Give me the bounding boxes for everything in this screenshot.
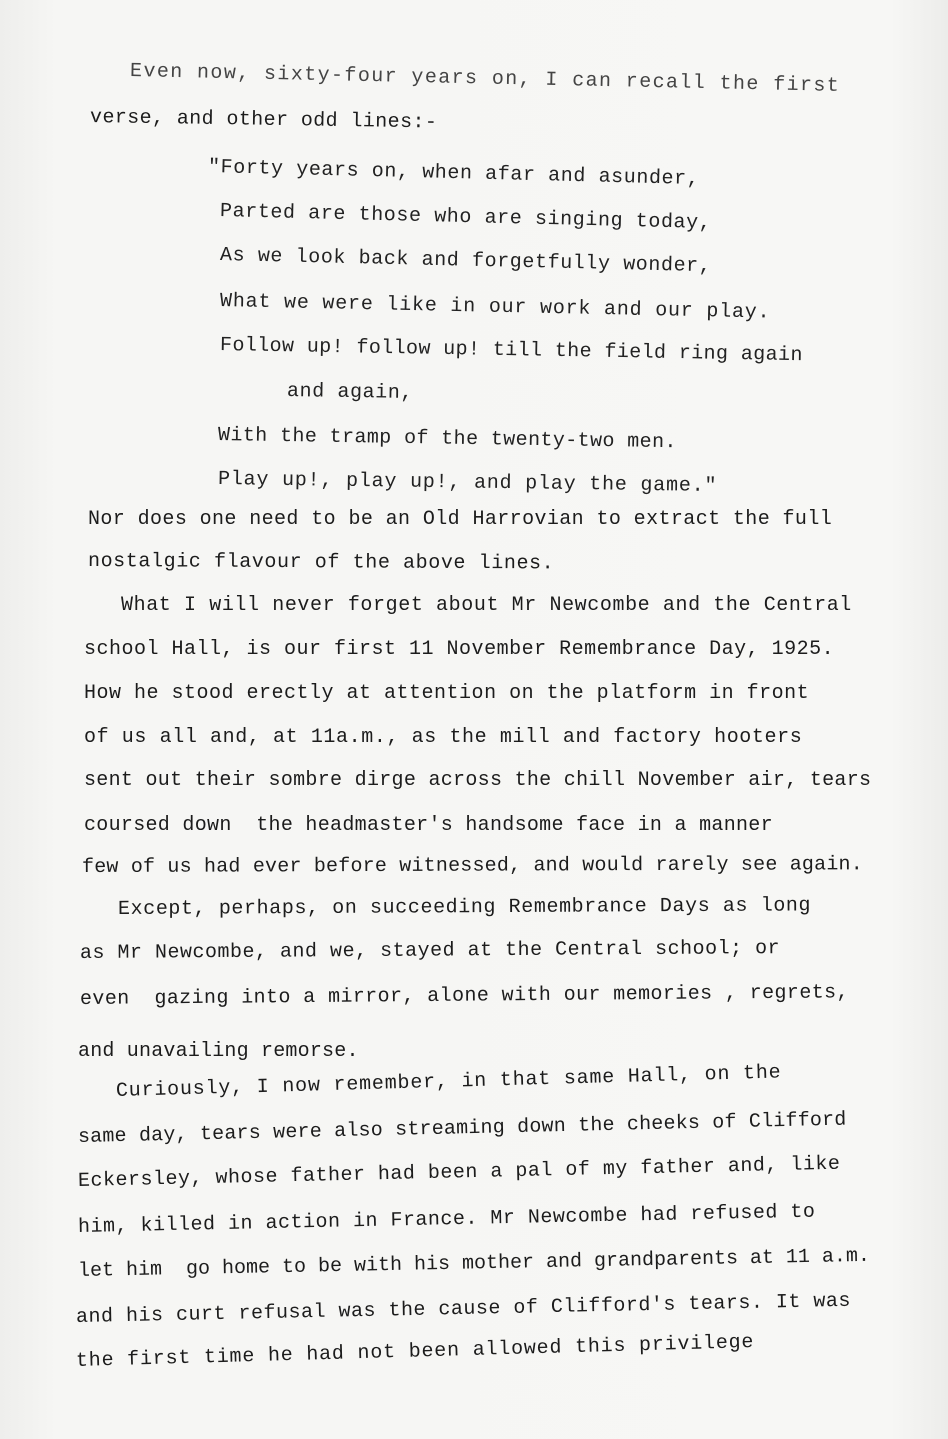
text-line: and his curt refusal was the cause of Clifford's tears. It was [75, 1289, 852, 1329]
text-line: few of us had ever before witnessed, and would rarely see again. [81, 853, 863, 879]
poem-line: Play up!, play up!, and play the game." [217, 468, 718, 498]
text-line: same day, tears were also streaming down the cheeks of Clifford [77, 1108, 847, 1149]
poem-line: What we were like in our work and our play. [219, 290, 771, 325]
poem-line: "Forty years on, when afar and asunder, [207, 156, 700, 192]
text-line: sent out their sombre dirge across the chill November air, tears [84, 769, 872, 792]
text-line: Nor does one need to be an Old Harrovian to extract the full [88, 508, 833, 531]
text-line: coursed down the headmaster's handsome face in a manner [84, 814, 773, 837]
text-line: the first time he had not been allowed this privilege [75, 1331, 755, 1373]
text-line: Even now, sixty-four years on, I can recall the first [129, 60, 841, 98]
text-line: verse, and other odd lines:- [89, 106, 438, 135]
text-line: What I will never forget about Mr Newcombe and the Central [121, 594, 852, 617]
text-line: school Hall, is our first 11 November Remembrance Day, 1925. [84, 638, 835, 661]
poem-line: With the tramp of the twenty-two men. [217, 424, 678, 455]
text-line: let him go home to be with his mother and grandparents at 11 a.m. [77, 1244, 871, 1283]
poem-line: Follow up! follow up! till the field ring again [219, 334, 804, 368]
poem-line: Parted are those who are singing today, [219, 200, 712, 236]
text-line: of us all and, at 11a.m., as the mill and factory hooters [84, 726, 803, 749]
poem-line: As we look back and forgetfully wonder, [219, 244, 712, 279]
text-line: him, killed in action in France. Mr Newcombe had refused to [77, 1200, 816, 1239]
text-line: Except, perhaps, on succeeding Remembrance Days as long [117, 894, 812, 921]
text-line: nostalgic flavour of the above lines. [87, 550, 555, 576]
text-line: How he stood erectly at attention on the platform in front [84, 682, 810, 705]
poem-line: and again, [286, 380, 414, 405]
text-line: even gazing into a mirror, alone with our memories , regrets, [79, 981, 849, 1011]
text-line: Curiously, I now remember, in that same Hall, on the [115, 1061, 782, 1103]
text-line: as Mr Newcombe, and we, stayed at the Central school; or [79, 937, 781, 965]
text-line: and unavailing remorse. [78, 1040, 359, 1063]
text-line: Eckersley, whose father had been a pal of my father and, like [77, 1152, 841, 1193]
